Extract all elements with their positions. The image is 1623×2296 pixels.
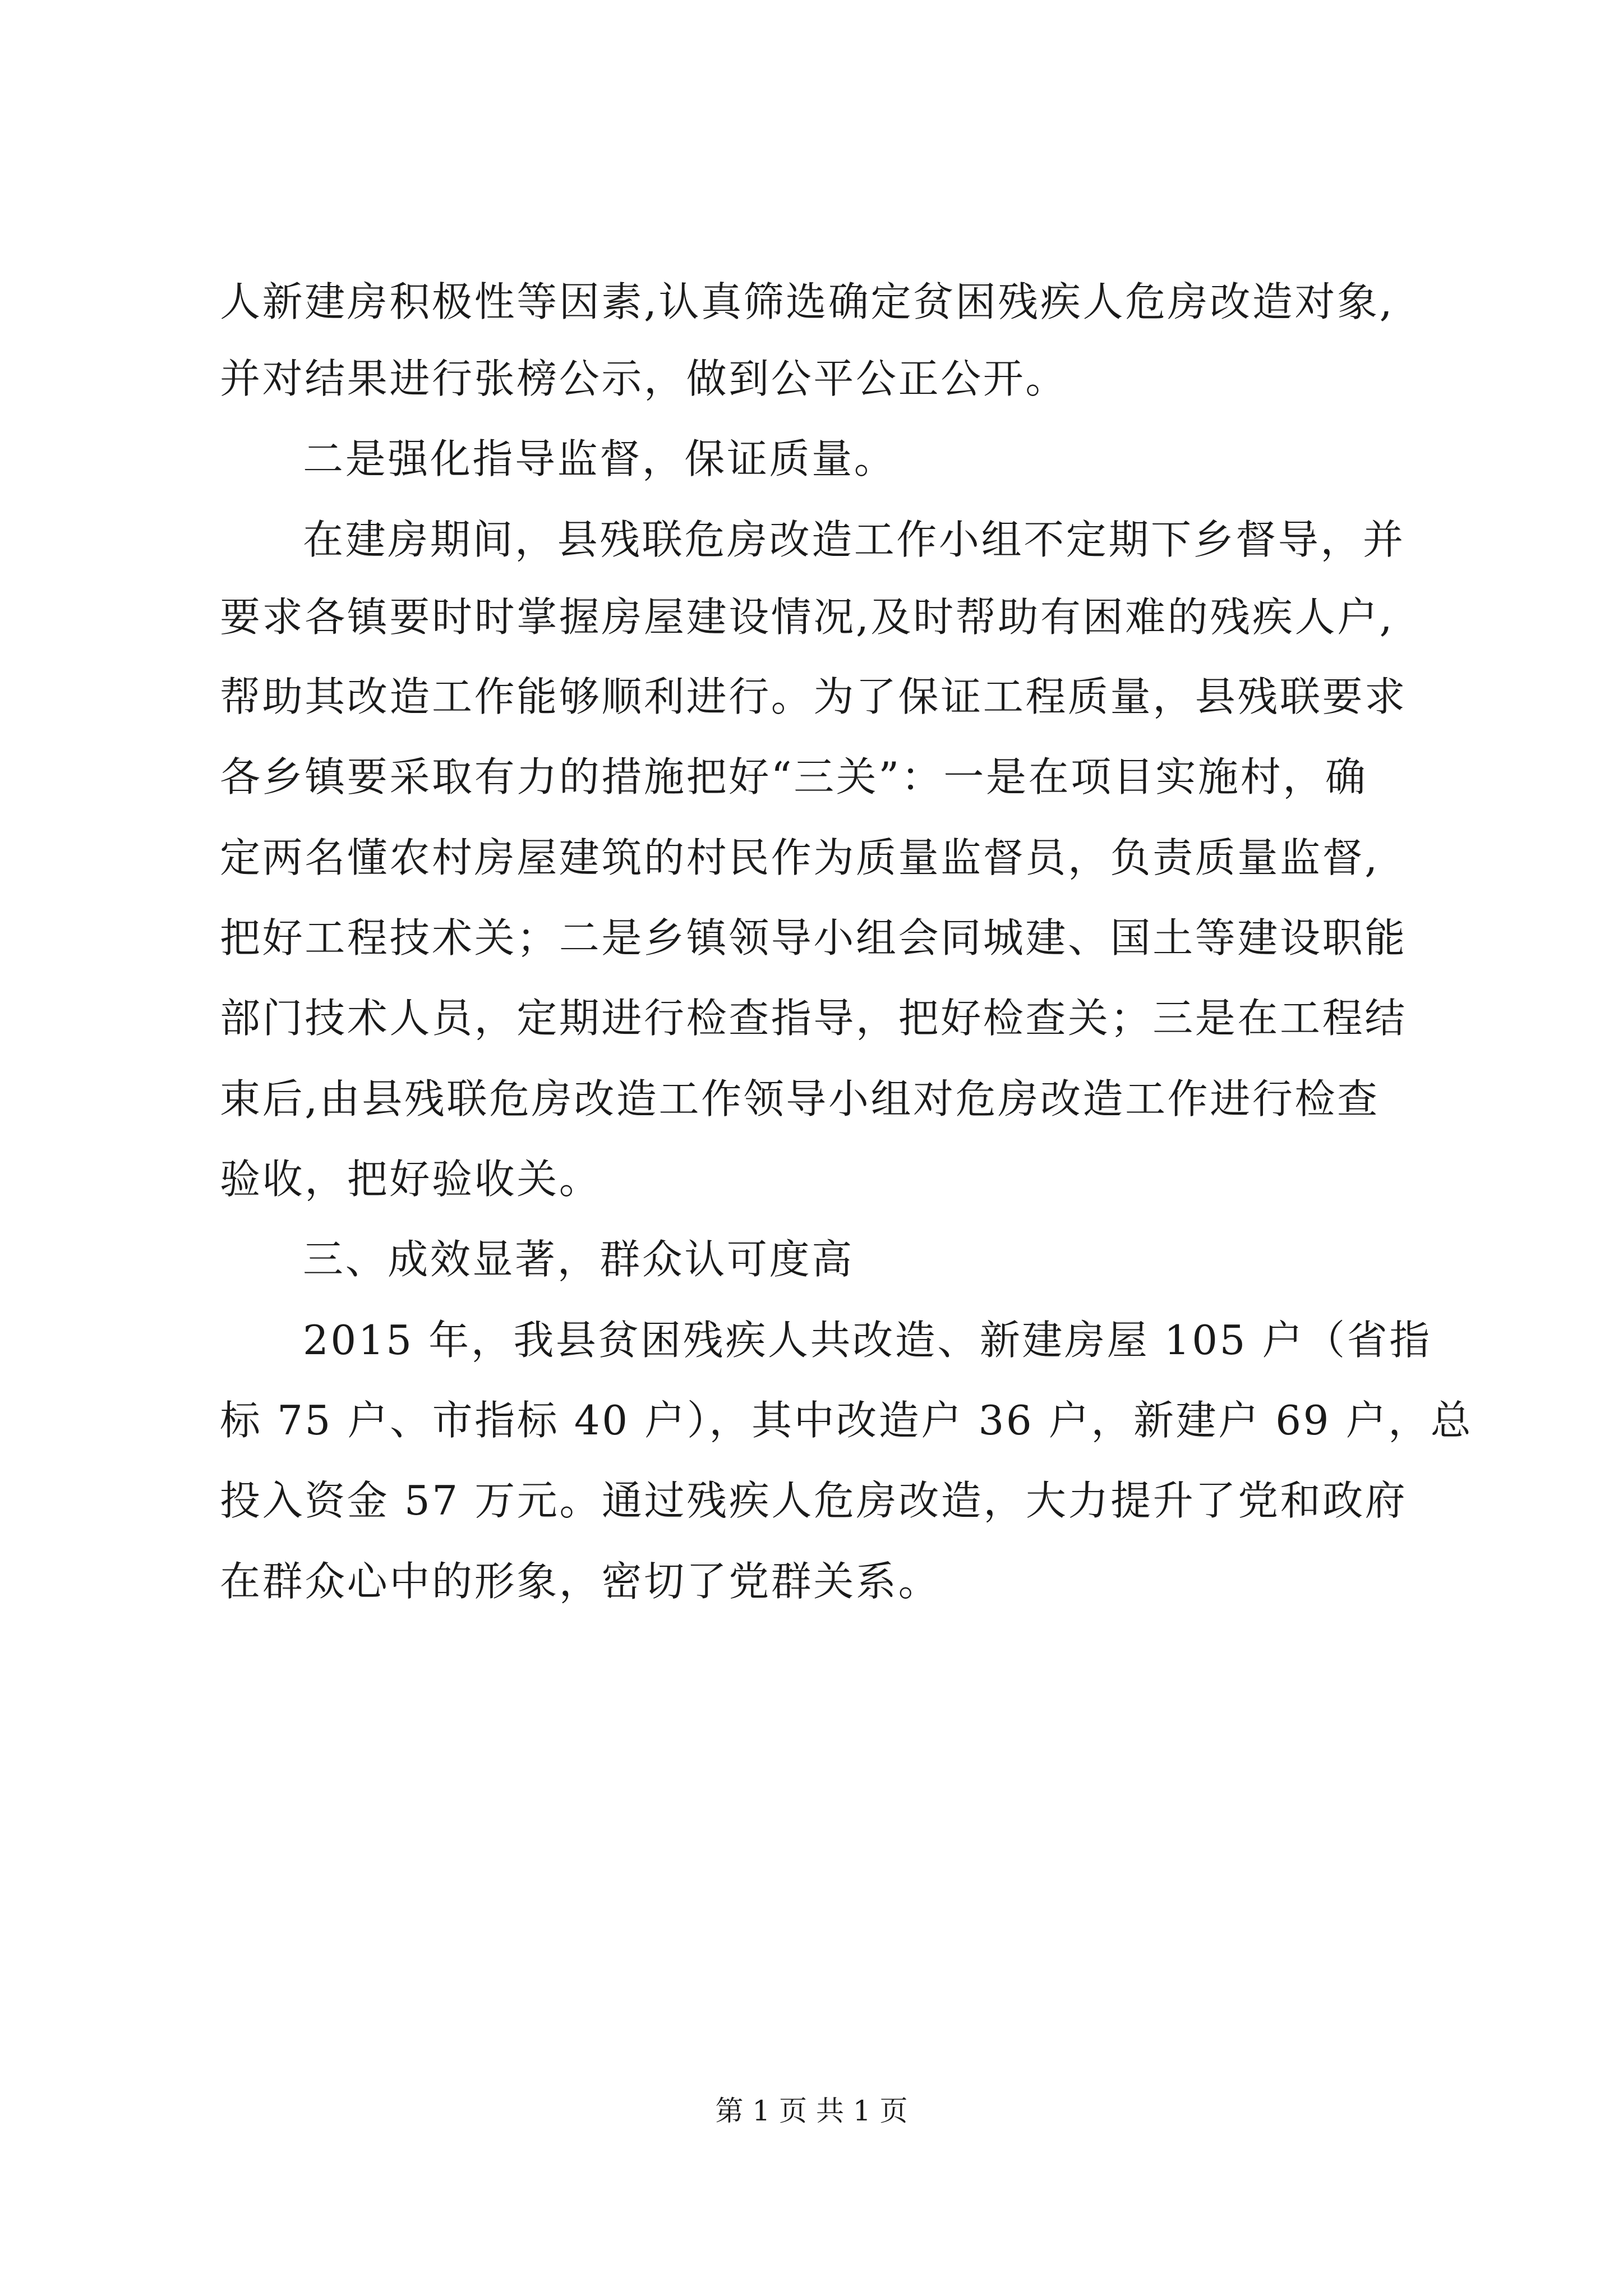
- body-line: 2015 年，我县贫困残疾人共改造、新建房屋 105 户（省指: [303, 1317, 1432, 1364]
- body-line: 在群众心中的形象，密切了党群关系。: [220, 1558, 941, 1605]
- body-line: 标 75 户、市指标 40 户），其中改造户 36 户，新建户 69 户，总: [220, 1397, 1473, 1444]
- body-line: 并对结果进行张榜公示，做到公平公正公开。: [220, 355, 1068, 402]
- body-line: 帮助其改造工作能够顺利进行。为了保证工程质量，县残联要求: [220, 673, 1407, 720]
- body-line: 把好工程技术关；二是乡镇领导小组会同城建、国土等建设职能: [220, 914, 1407, 961]
- page-number-footer: 第 1 页 共 1 页: [715, 2095, 908, 2127]
- body-line: 在建房期间，县残联危房改造工作小组不定期下乡督导，并: [303, 516, 1405, 563]
- body-line: 投入资金 57 万元。通过残疾人危房改造，大力提升了党和政府: [220, 1477, 1408, 1524]
- section-heading: 三、成效显著，群众认可度高: [303, 1236, 854, 1283]
- section-heading: 二是强化指导监督，保证质量。: [303, 435, 897, 482]
- body-line: 束后,由县残联危房改造工作领导小组对危房改造工作进行检查: [220, 1075, 1380, 1122]
- body-line: 验收，把好验收关。: [220, 1156, 602, 1203]
- body-line: 部门技术人员，定期进行检查指导，把好检查关；三是在工程结: [220, 995, 1407, 1042]
- body-line: 定两名懂农村房屋建筑的村民作为质量监督员，负责质量监督,: [220, 834, 1380, 881]
- body-line: 人新建房积极性等因素,认真筛选确定贫困残疾人危房改造对象,: [220, 278, 1395, 325]
- body-line: 要求各镇要时时掌握房屋建设情况,及时帮助有困难的残疾人户,: [220, 593, 1395, 641]
- body-line: 各乡镇要采取有力的措施把好“三关”：一是在项目实施村，确: [220, 753, 1368, 800]
